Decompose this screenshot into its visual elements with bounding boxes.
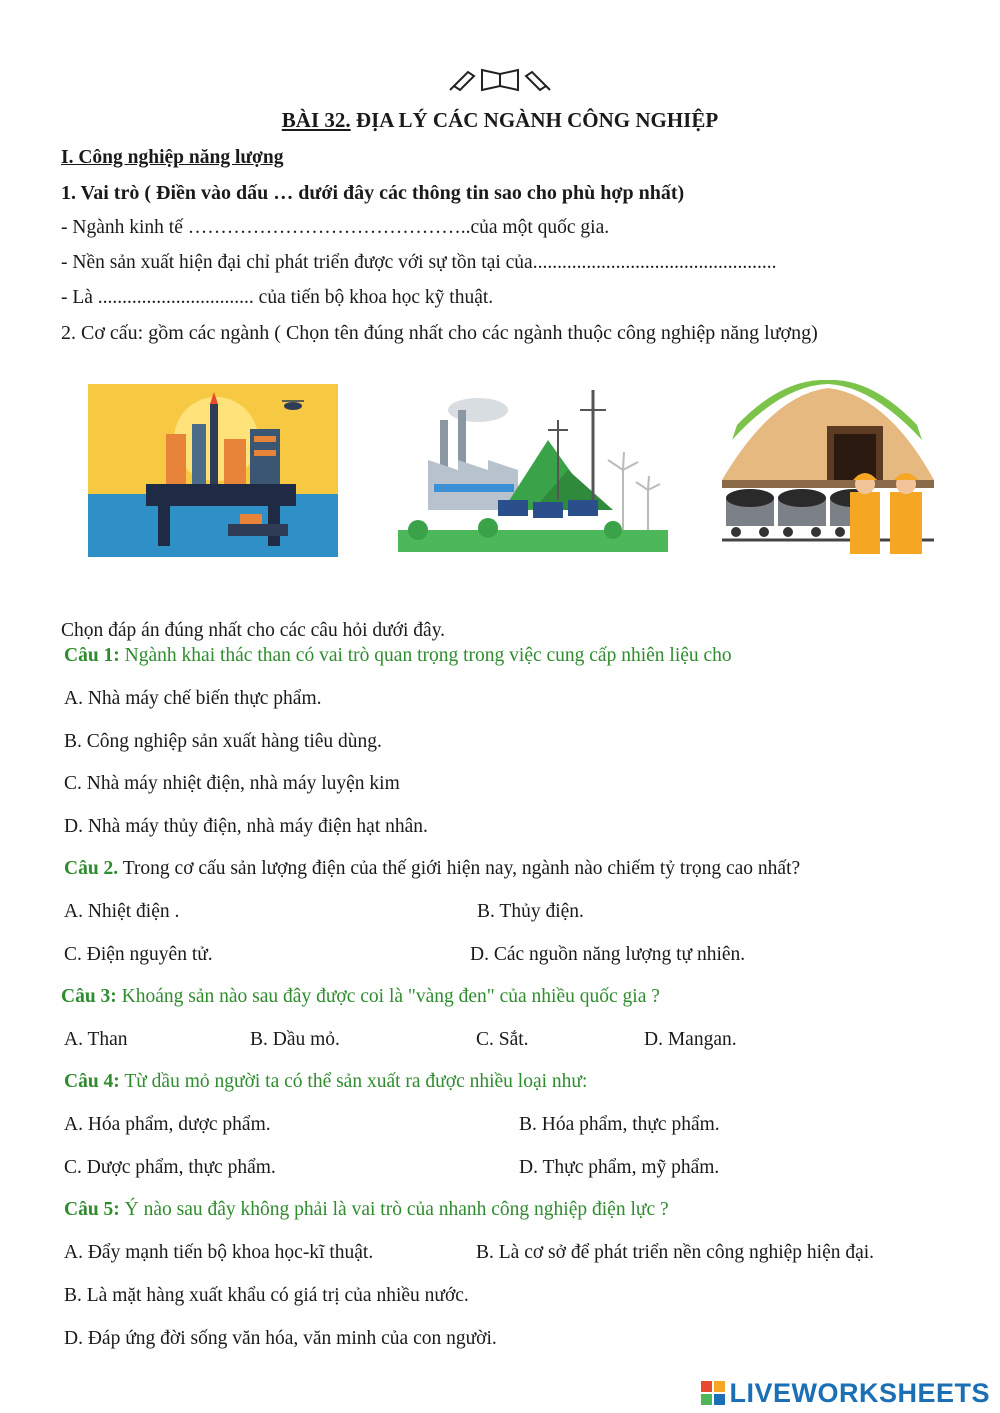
q2-option-c[interactable]: C. Điện nguyên tử. [64, 944, 213, 965]
fill-blank-1[interactable]: - Ngành kinh tế ……………………………………..của một quốc gia. [61, 217, 610, 238]
subsection-role: 1. Vai trò ( Điền vào dấu … dưới đây các thông tin sao cho phù hợp nhất) [61, 182, 685, 204]
q1-option-b[interactable]: B. Công nghiệp sản xuất hàng tiêu dùng. [64, 731, 382, 752]
q5-option-c[interactable]: B. Là mặt hàng xuất khẩu có giá trị của nhiều nước. [64, 1285, 469, 1306]
q4-option-a[interactable]: A. Hóa phẩm, dược phẩm. [64, 1114, 271, 1135]
fill-blank-3[interactable]: - Là ................................ của tiến bộ khoa học kỹ thuật. [61, 287, 494, 308]
q5-option-b[interactable]: B. Là cơ sở để phát triển nền công nghiệp hiện đại. [476, 1242, 875, 1263]
question-3: Câu 3: Khoáng sản nào sau đây được coi là "vàng đen" của nhiều quốc gia ? [61, 986, 660, 1007]
q3-option-b[interactable]: B. Dầu mỏ. [250, 1029, 340, 1050]
q4-option-d[interactable]: D. Thực phẩm, mỹ phẩm. [519, 1157, 720, 1178]
q3-option-d[interactable]: D. Mangan. [644, 1029, 737, 1050]
book-ornament-icon [446, 60, 554, 94]
q3-option-c[interactable]: C. Sắt. [476, 1029, 529, 1050]
question-2: Câu 2. Trong cơ cấu sản lượng điện của thế giới hiện nay, ngành nào chiếm tỷ trọng cao nhất? [64, 858, 801, 879]
oil-rig-illustration[interactable] [88, 384, 338, 557]
fill-blank-2[interactable]: - Nền sản xuất hiện đại chỉ phát triển được với sự tồn tại của.................................................. [61, 252, 777, 273]
question-5: Câu 5: Ý nào sau đây không phải là vai trò của nhanh công nghiệp điện lực ? [64, 1199, 669, 1220]
coal-mine-illustration[interactable] [722, 380, 934, 562]
q5-option-d[interactable]: D. Đáp ứng đời sống văn hóa, văn minh của con người. [64, 1328, 497, 1349]
question-1: Câu 1: Ngành khai thác than có vai trò quan trọng trong việc cung cấp nhiên liệu cho [64, 645, 732, 666]
q1-option-a[interactable]: A. Nhà máy chế biến thực phẩm. [64, 688, 322, 709]
quiz-intro: Chọn đáp án đúng nhất cho các câu hỏi dưới đây. [61, 620, 446, 641]
q1-option-c[interactable]: C. Nhà máy nhiệt điện, nhà máy luyện kim [64, 773, 400, 794]
page-title: BÀI 32. ĐỊA LÝ CÁC NGÀNH CÔNG NGHIỆP [281, 108, 719, 132]
subsection-structure: 2. Cơ cấu: gồm các ngành ( Chọn tên đúng nhất cho các ngành thuộc công nghiệp năng lượng) [61, 322, 818, 344]
q4-option-c[interactable]: C. Dược phẩm, thực phẩm. [64, 1157, 276, 1178]
q5-option-a[interactable]: A. Đẩy mạnh tiến bộ khoa học-kĩ thuật. [64, 1242, 374, 1263]
q1-option-d[interactable]: D. Nhà máy thủy điện, nhà máy điện hạt nhân. [64, 816, 428, 837]
q2-option-d[interactable]: D. Các nguồn năng lượng tự nhiên. [470, 944, 746, 965]
liveworksheets-logo[interactable] [701, 1378, 990, 1408]
question-4: Câu 4: Từ dầu mỏ người ta có thể sản xuất ra được nhiều loại như: [64, 1071, 588, 1092]
q4-option-b[interactable]: B. Hóa phẩm, thực phẩm. [519, 1114, 720, 1135]
section-heading: I. Công nghiệp năng lượng [61, 147, 284, 168]
liveworksheets-logo-icon [701, 1381, 725, 1405]
power-plant-illustration[interactable] [398, 380, 668, 552]
q3-option-a[interactable]: A. Than [64, 1029, 128, 1050]
q2-option-a[interactable]: A. Nhiệt điện . [64, 901, 180, 922]
logo-text: LIVEWORKSHEETS [729, 1377, 990, 1408]
q2-option-b[interactable]: B. Thủy điện. [477, 901, 584, 922]
